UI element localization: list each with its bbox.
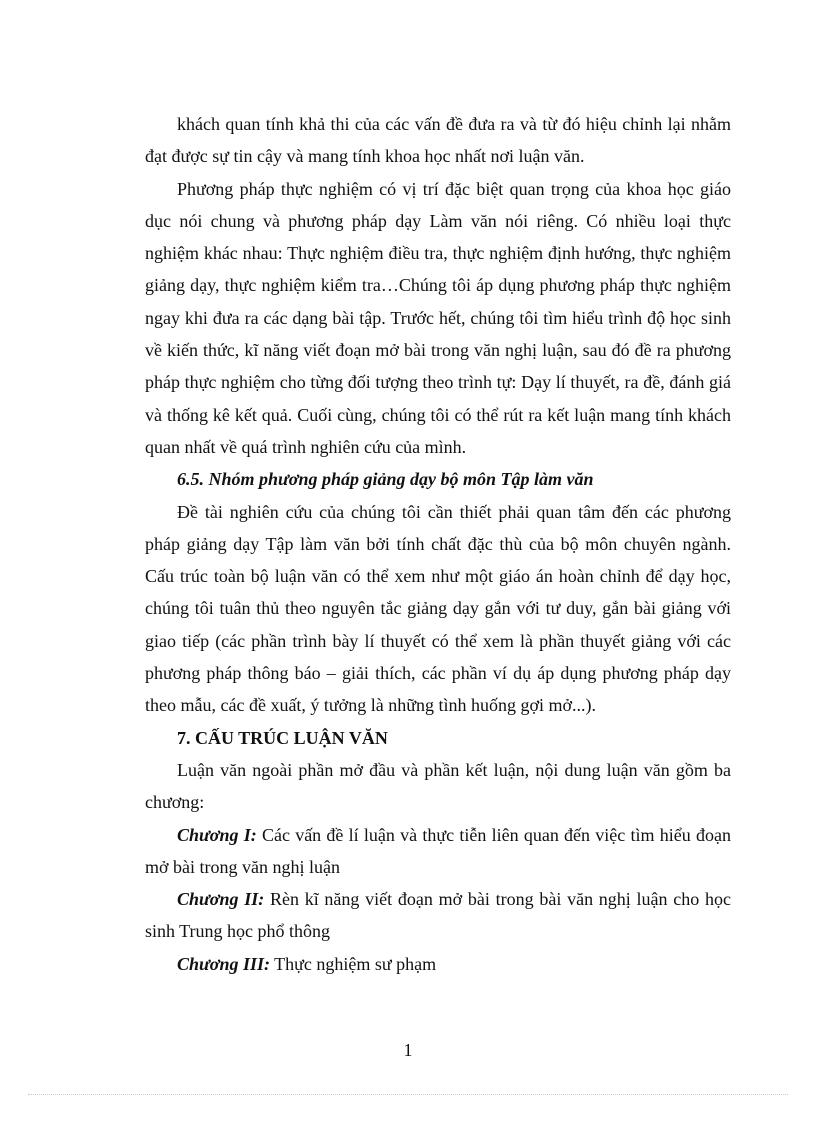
paragraph-teaching-methods: Đề tài nghiên cứu của chúng tôi cần thiết phải quan tâm đến các phương pháp giảng dạy Tập làm văn bởi tính chất đặc thù của bộ môn chuyên ngành. Cấu trúc toàn bộ luận văn có thể xem như một giáo án hoàn chỉnh để dạy học, chúng tôi tuân thủ theo nguyên tắc giảng dạy gắn với tư duy, gắn bài giảng với giao tiếp (các phần trình bày lí thuyết có thể xem là phần thuyết giảng với các phương pháp thông báo – giải thích, các phần ví dụ áp dụng phương pháp dạy theo mẫu, các đề xuất, ý tưởng là những tình huống gợi mở...). [145,501,731,716]
body-text-top [145,108,731,980]
chapter-2-item [145,883,731,948]
paragraph-experimental-method: Phương pháp thực nghiệm có vị trí đặc biệt quan trọng của khoa học giáo dục nói chung và phương pháp dạy Làm văn nói riêng. Có nhiều loại thực nghiệm khác nhau: Thực nghiệm điều tra, thực nghiệm định hướng, thực nghiệm giảng dạy, thực nghiệm kiểm tra…Chúng tôi áp dụng phương pháp thực nghiệm ngay khi đưa ra các dạng bài tập. Trước hết, chúng tôi tìm hiểu trình độ học sinh về kiến thức, kĩ năng viết đoạn mở bài trong văn nghị luận, sau đó đề ra phương pháp thực nghiệm cho từng đối tượng theo trình tự: Dạy lí thuyết, ra đề, đánh giá và thống kê kết quả. Cuối cùng, chúng tôi có thể rút ra kết luận mang tính khách quan nhất về quá trình nghiên cứu của mình. [145,178,731,457]
chapter-3-text: Thực nghiệm sư phạm [269,953,437,974]
chapter-2-text: Rèn kĩ năng viết đoạn mở bài trong bài văn nghị luận cho học sinh Trung học phổ thông [145,889,731,942]
paragraph-continuation: khách quan tính khả thi của các vấn đề đưa ra và từ đó hiệu chỉnh lại nhằm đạt được sự tin cậy và mang tính khoa học nhất nơi luận văn. [145,114,731,167]
chapter-3-item [145,948,731,980]
page-bottom-divider [28,1094,788,1095]
chapter-2-label: Chương II: [177,889,265,910]
page-number: 1 [403,1040,413,1060]
section-heading-6-5: 6.5. Nhóm phương pháp giảng dạy bộ môn Tập làm văn [177,469,594,490]
chapter-1-label: Chương I: [177,824,257,845]
chapter-3-label: Chương III: [177,953,270,974]
chapter-1-item [145,819,731,884]
section-heading-7: 7. CẤU TRÚC LUẬN VĂN [177,727,388,748]
chapter-1-text: Các vấn đề lí luận và thực tiễn liên quan đến việc tìm hiểu đoạn mở bài trong văn nghị luận [145,824,731,877]
paragraph-structure-intro: Luận văn ngoài phần mở đầu và phần kết luận, nội dung luận văn gồm ba chương: [145,759,731,813]
